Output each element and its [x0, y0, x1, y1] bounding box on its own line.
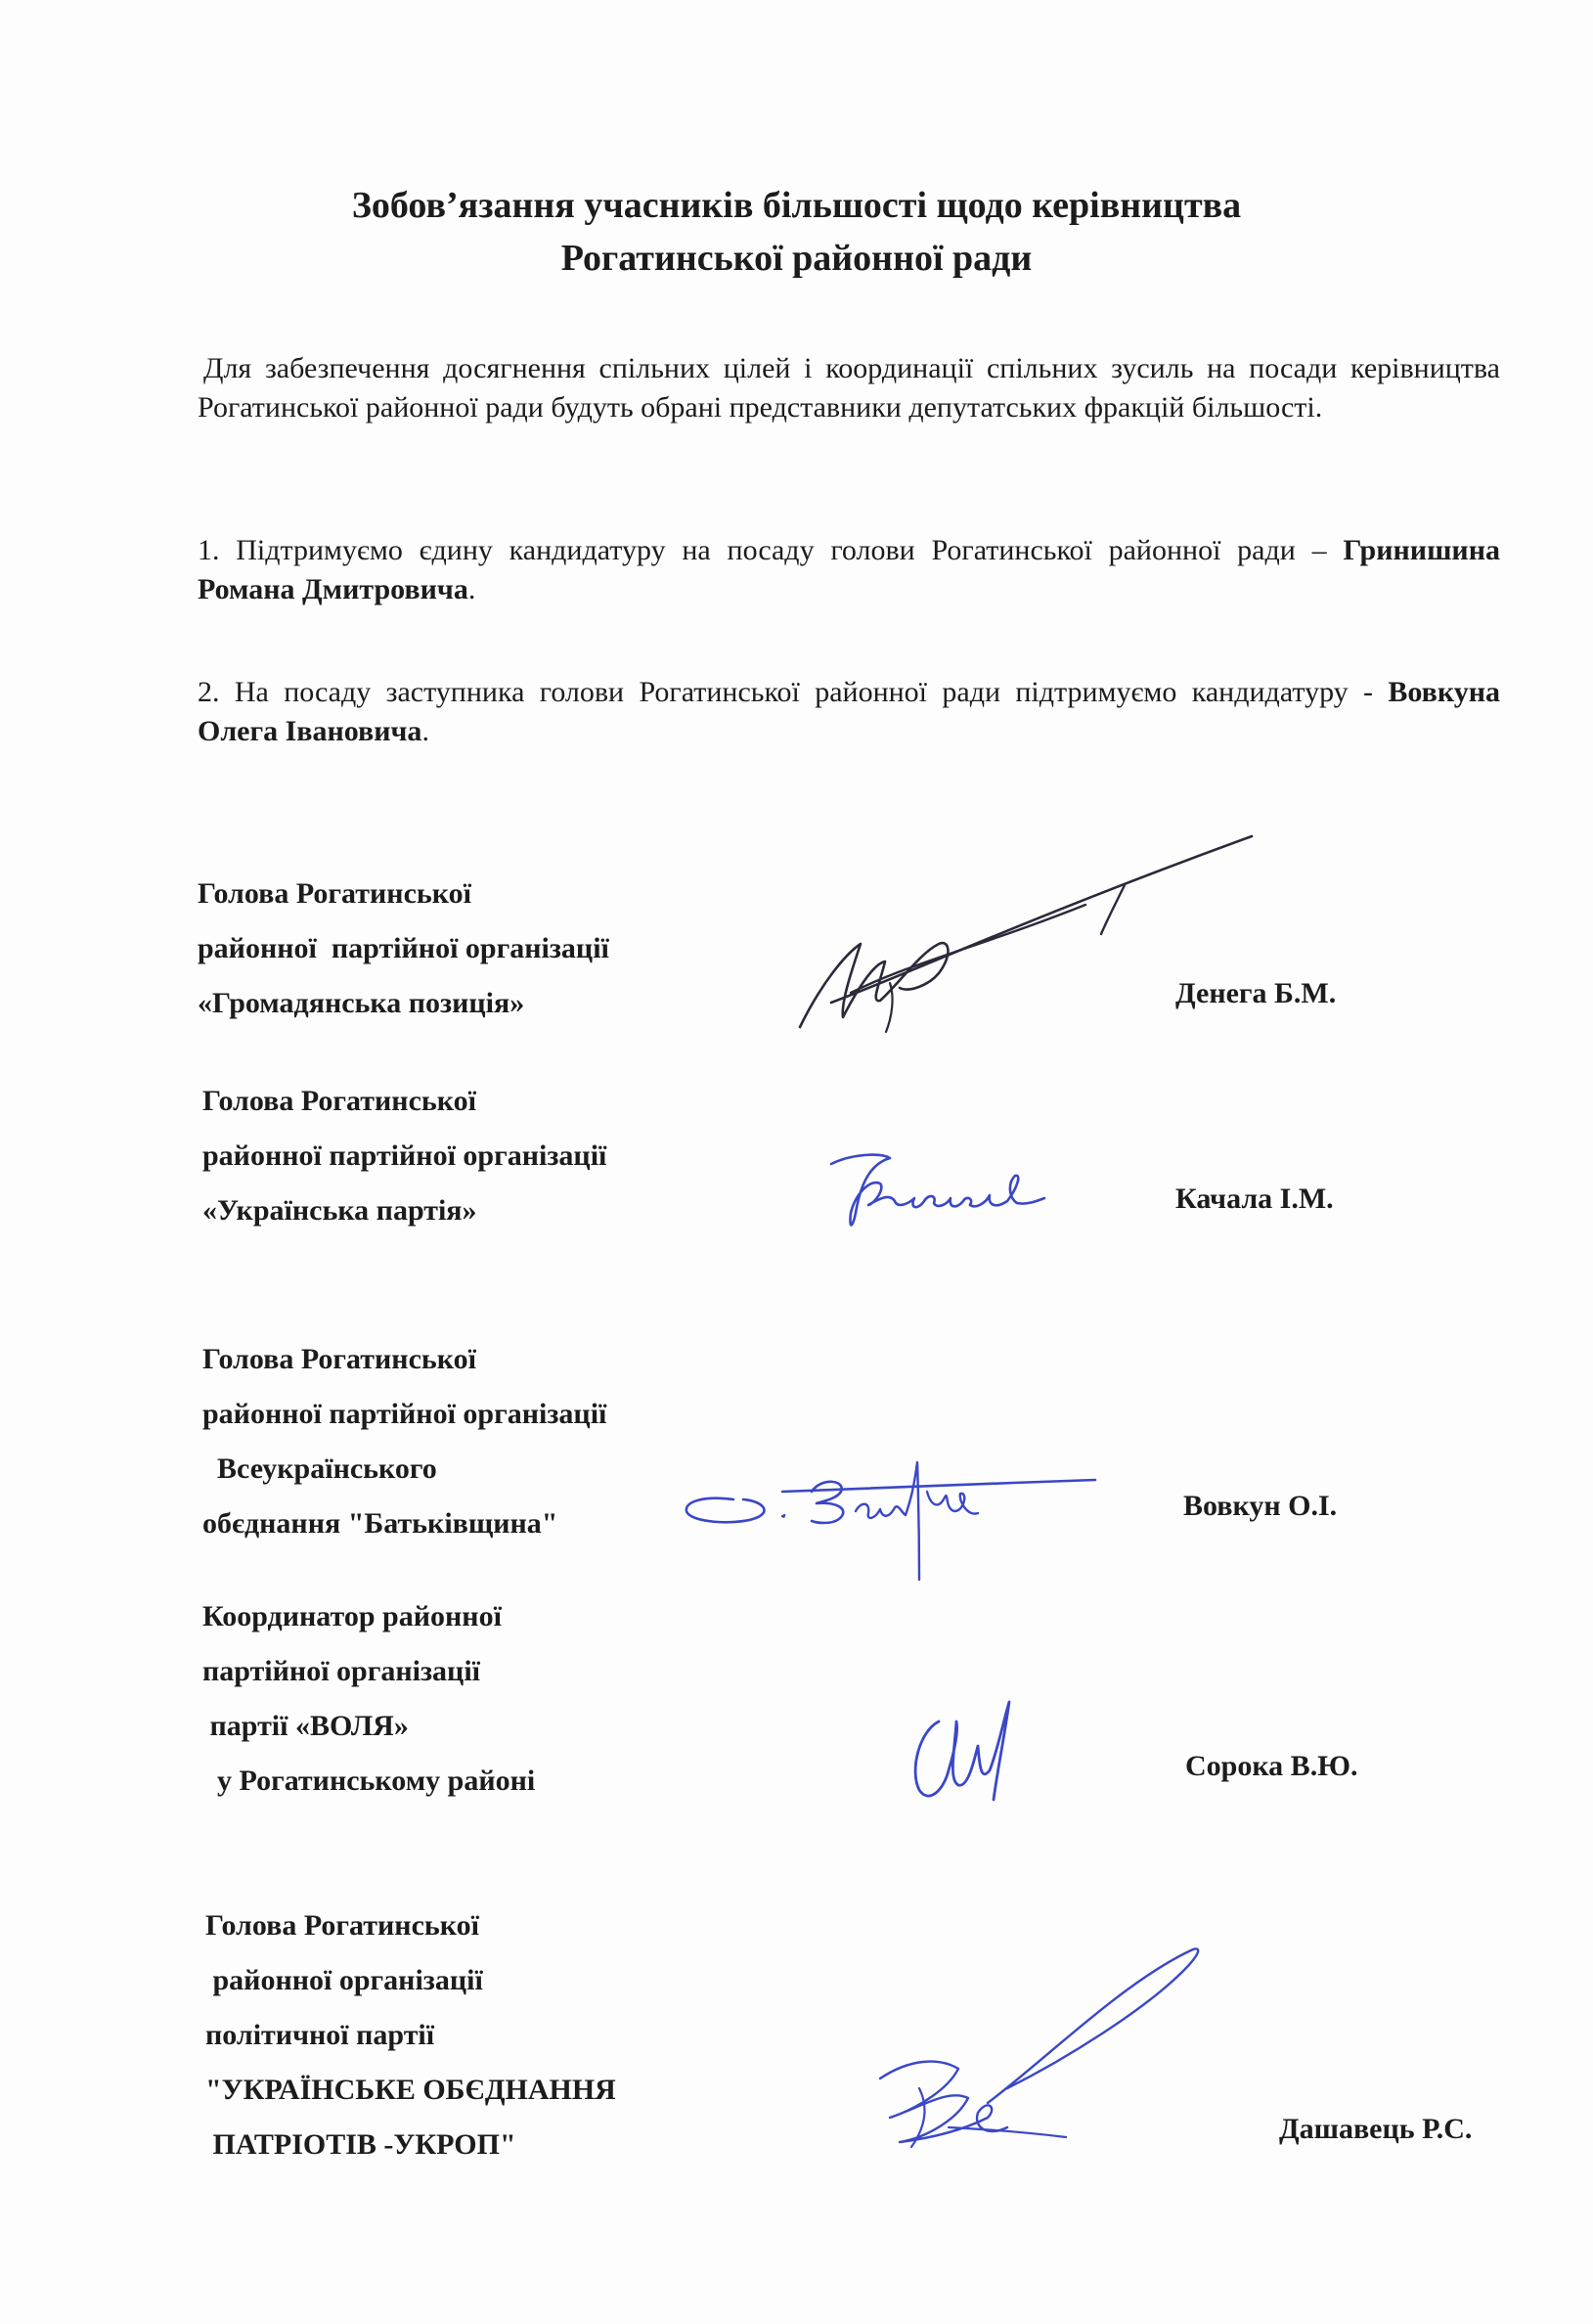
signature-3 — [675, 1433, 1105, 1594]
position-line: районної партійної організації — [198, 932, 609, 964]
position-line: "УКРАЇНСЬКЕ ОБЄДНАННЯ — [205, 2074, 616, 2106]
signatory-3-name: Вовкун О.І. — [1183, 1490, 1338, 1522]
position-line: Голова Рогатинської — [202, 1085, 476, 1117]
signatory-2-name: Качала І.М. — [1175, 1183, 1334, 1215]
position-line: Всеукраїнського — [202, 1452, 437, 1485]
position-line: ПАТРІОТІВ -УКРОП" — [205, 2128, 516, 2161]
position-line: районної організації — [205, 1964, 483, 1996]
position-line: «Громадянська позиція» — [198, 987, 525, 1019]
position-line: обєднання "Батьківщина" — [202, 1507, 558, 1540]
signatory-1-name: Денега Б.М. — [1175, 977, 1337, 1009]
position-line: Голова Рогатинської — [205, 1909, 479, 1942]
position-line: партії «ВОЛЯ» — [202, 1710, 409, 1742]
position-line: Голова Рогатинської — [202, 1343, 476, 1375]
position-line: Голова Рогатинської — [198, 877, 471, 910]
position-line: у Рогатинському районі — [202, 1765, 536, 1797]
signature-4 — [900, 1692, 1027, 1810]
position-line: партійної організації — [202, 1655, 480, 1687]
title-line-2: Рогатинської районної ради — [560, 238, 1033, 279]
item-2-text: 2. На посаду заступника голови Рогатинської районної ради підтримуємо кандидатуру - — [198, 676, 1389, 708]
signature-2 — [821, 1144, 1046, 1232]
signatory-2-position — [202, 1074, 606, 1238]
item-1-candidate-name: Гринишина Романа Дмитровича — [198, 534, 1500, 605]
signatory-1-position — [198, 867, 609, 1031]
position-line: «Українська партія» — [202, 1194, 477, 1227]
position-line: районної партійної організації — [202, 1398, 607, 1430]
title-line-1: Зобов’язання учасників більшості щодо керівництва — [351, 185, 1242, 226]
signatory-5-name: Дашавець Р.С. — [1279, 2113, 1473, 2145]
signatory-4-position — [202, 1589, 535, 1809]
item-2-paragraph — [198, 673, 1500, 751]
intro-paragraph: Для забезпечення досягнення спільних цілей і координації спільних зусиль на посади керівництва Рогатинської районної ради будуть обрані представники депутатських фракцій більшості. — [198, 352, 1500, 424]
item-2-end: . — [421, 715, 429, 747]
item-1-end: . — [467, 573, 476, 605]
signature-5 — [851, 1942, 1203, 2162]
position-line: районної партійної організації — [202, 1140, 607, 1172]
position-line: Координатор районної — [202, 1600, 502, 1632]
signatory-3-position — [202, 1332, 606, 1551]
document-title — [0, 179, 1593, 285]
position-line: політичної партії — [205, 2019, 435, 2051]
item-1-text: 1. Підтримуємо єдину кандидатуру на посаду голови Рогатинської районної ради – — [198, 534, 1344, 566]
signatory-4-name: Сорока В.Ю. — [1185, 1750, 1358, 1782]
item-1-paragraph — [198, 531, 1500, 609]
item-2-candidate-name: Вовкуна Олега Івановича — [198, 676, 1500, 747]
signatory-5-position — [205, 1899, 616, 2172]
